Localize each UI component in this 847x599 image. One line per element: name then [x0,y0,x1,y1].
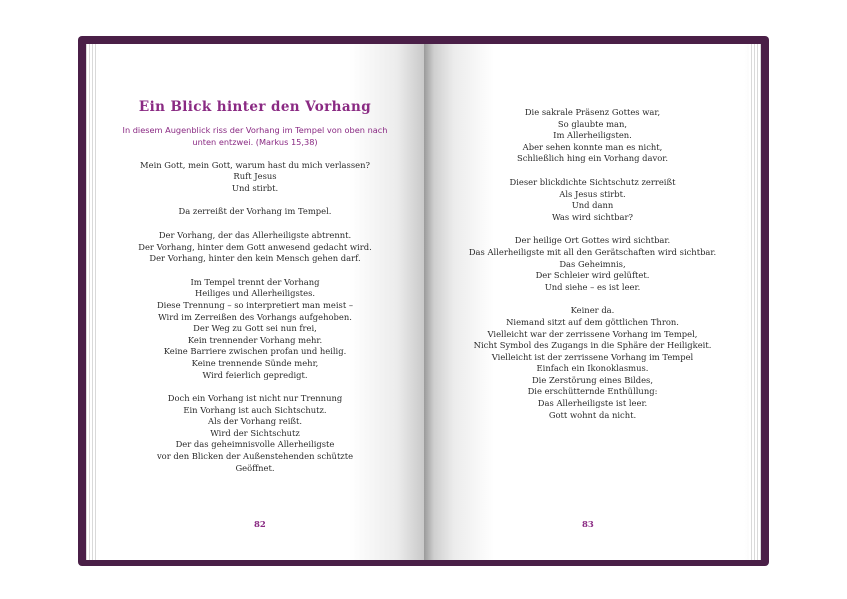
poem-line: Da zerreißt der Vorhang im Tempel. [178,206,332,217]
poem-line: Ruft Jesus [233,171,277,182]
poem-line: Dieser blickdichte Sichtschutz zerreißt [509,176,676,187]
poem-line: Wird feierlich gepredigt. [202,369,308,380]
poem-line: Im Tempel trennt der Vorhang [190,276,320,287]
poem-line: Der Schleier wird gelüftet. [535,270,650,281]
poem-line: Ein Vorhang ist auch Sichtschutz. [183,404,327,415]
poem-line: Keine Barriere zwischen profan und heilig. [163,346,347,357]
poem-line: Das Allerheiligste ist leer. [537,398,648,409]
page-number-right: 83 [582,520,594,530]
poem-line: Die erschütternde Enthüllung: [527,386,658,397]
poem-line: Die sakrale Präsenz Gottes war, [524,107,661,117]
poem-line: Aber sehen konnte man es nicht, [522,141,663,152]
left-poem [86,160,424,475]
poem-line: Keine trennende Sünde mehr, [191,357,319,368]
poem-line: Geöffnet. [235,462,275,473]
poem-line: Als der Vorhang reißt. [207,416,303,427]
stanza [86,160,424,195]
poem-line: Vielleicht ist der zerrissene Vorhang im Tempel [491,351,694,362]
left-page [86,44,424,560]
poem-line: Im Allerheiligsten. [553,130,632,141]
poem-line: Doch ein Vorhang ist nicht nur Trennung [167,393,343,404]
stanza [434,107,751,165]
bible-quote: In diesem Augenblick riss der Vorhang im Tempel von oben nach unten entzwei. (Markus 15,38) [122,124,388,147]
stanza [86,230,424,265]
page-title: Ein Blick hinter den Vorhang [138,99,372,115]
poem-line: Heiliges und Allerheiligstes. [194,288,316,299]
poem-line: Der Weg zu Gott sei nun frei, [193,323,317,334]
left-page-content [86,99,424,486]
poem-line: Der Vorhang, hinter den kein Mensch gehen darf. [149,253,361,264]
stanza [86,206,424,218]
poem-line: Keiner da. [570,305,615,316]
page-number-left: 82 [254,520,266,530]
poem-line: Schließlich hing ein Vorhang davor. [516,153,668,164]
poem-line: Der das geheimnisvolle Allerheiligste [175,439,335,450]
poem-line: vor den Blicken der Außenstehenden schützte [156,451,354,462]
poem-line: Der Vorhang, hinter dem Gott anwesend gedacht wird. [138,241,372,252]
stanza [86,393,424,474]
poem-line: Wird der Sichtschutz [210,427,300,438]
poem-line: Nicht Symbol des Zugangs in die Sphäre der Heiligkeit. [473,340,712,351]
poem-line: Die Zerstörung eines Bildes, [531,374,654,385]
stanza [434,235,751,293]
poem-line: Der Vorhang, der das Allerheiligste abtrennt. [158,229,352,240]
poem-line: Gott wohnt da nicht. [548,409,637,420]
stanza [434,177,751,223]
poem-line: Kein trennender Vorhang mehr. [187,334,323,345]
poem-line: Einfach ein Ikonoklasmus. [536,363,649,374]
poem-line: Als Jesus stirbt. [559,188,626,199]
right-poem [434,107,751,421]
poem-line: Und dann [571,200,614,211]
poem-line: Wird im Zerreißen des Vorhangs aufgehoben. [158,311,352,322]
right-page-content [434,107,751,433]
stanza [86,277,424,381]
poem-line: Das Geheimnis, [559,258,626,269]
poem-line: Was wird sichtbar? [552,211,633,222]
right-page [424,44,761,560]
poem-line: Vielleicht war der zerrissene Vorhang im Tempel, [487,328,698,339]
poem-line: Mein Gott, mein Gott, warum hast du mich verlassen? [140,159,370,170]
poem-line: Niemand sitzt auf dem göttlichen Thron. [506,316,679,327]
poem-line: Und siehe – es ist leer. [544,281,641,292]
poem-line: Diese Trennung – so interpretiert man meist – [156,299,354,310]
poem-line: Das Allerheiligste mit all den Gerätschaften wird sichtbar. [468,246,717,257]
poem-line: Und stirbt. [231,182,279,193]
poem-line: Der heilige Ort Gottes wird sichtbar. [514,235,671,246]
poem-line: So glaubte man, [557,118,628,129]
stanza [434,305,751,421]
